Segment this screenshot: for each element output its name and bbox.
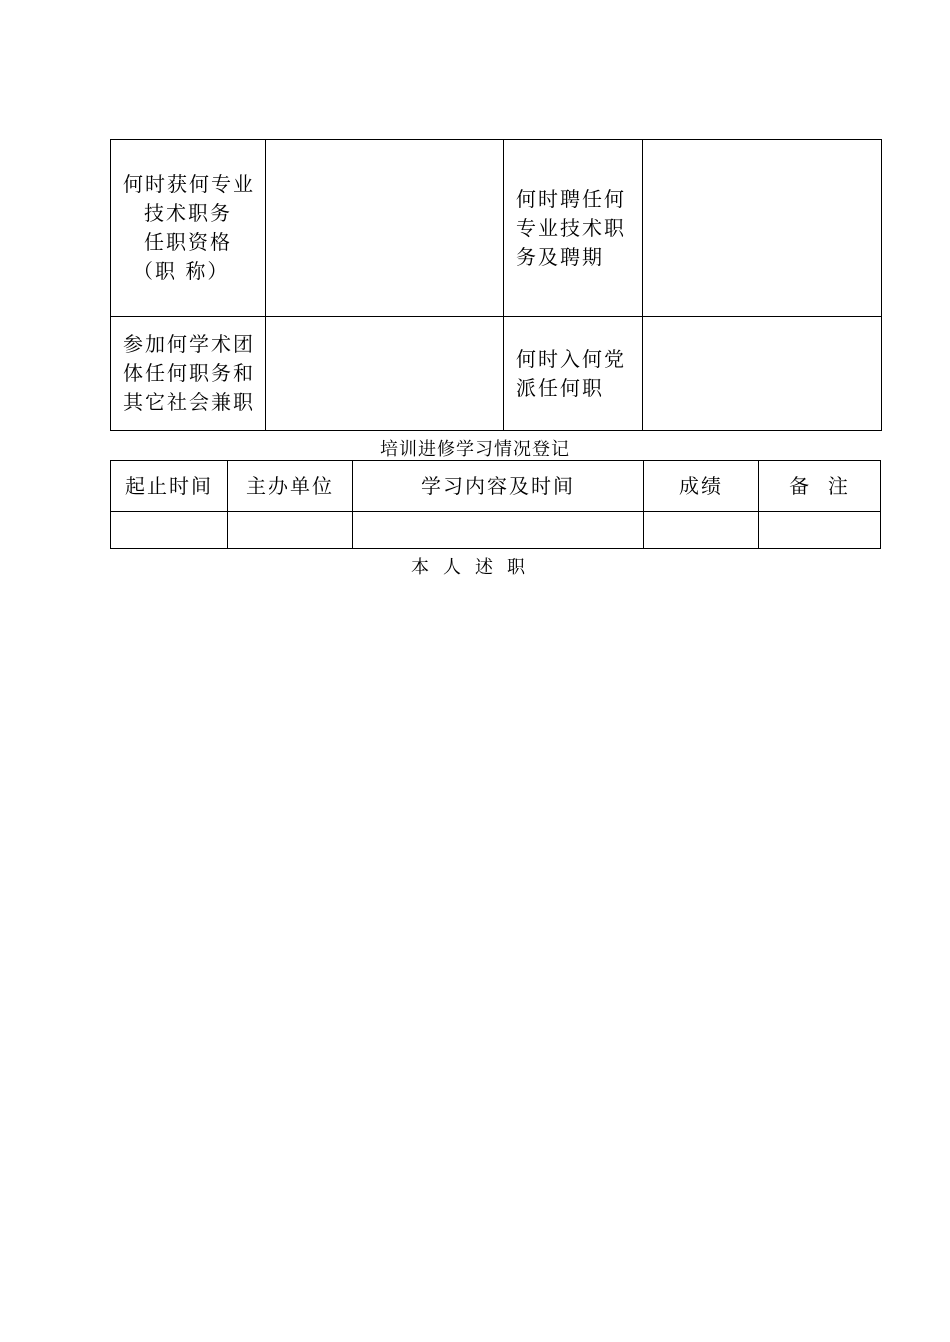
label-line: 务及聘期 xyxy=(516,244,604,269)
label-line: 何时聘任何 xyxy=(516,186,626,211)
academic-society-label xyxy=(111,317,266,431)
academic-society-value[interactable] xyxy=(266,317,504,431)
label-line: 体任何职务和 xyxy=(123,361,255,385)
training-section-title: 培训进修学习情况登记 xyxy=(380,439,570,460)
training-table xyxy=(110,460,881,549)
party-affiliation-label xyxy=(504,317,643,431)
label-line: 其它社会兼职 xyxy=(123,390,255,414)
table-cell[interactable] xyxy=(228,512,353,549)
self-statement-title: 本人述职 xyxy=(411,557,539,578)
column-header: 主办单位 xyxy=(228,461,353,512)
label-line: 参加何学术团 xyxy=(123,332,255,356)
column-header: 学习内容及时间 xyxy=(353,461,644,512)
label-line: 专业技术职 xyxy=(516,215,626,240)
label-line: 何时获何专业 xyxy=(123,172,255,196)
column-header: 备 注 xyxy=(759,461,881,512)
column-header: 成绩 xyxy=(644,461,759,512)
label-line: （职 称） xyxy=(133,259,230,283)
appointment-label xyxy=(504,140,643,317)
appointment-value[interactable] xyxy=(643,140,882,317)
table-row xyxy=(111,140,882,317)
table-cell[interactable] xyxy=(644,512,759,549)
title-qualification-value[interactable] xyxy=(266,140,504,317)
qualification-table xyxy=(110,139,882,431)
table-row xyxy=(111,317,882,431)
label-line: 何时入何党 xyxy=(516,346,626,371)
column-header: 起止时间 xyxy=(111,461,228,512)
label-line: 技术职务 xyxy=(144,201,232,225)
title-qualification-label xyxy=(111,140,266,317)
label-line: 派任何职 xyxy=(516,375,604,400)
table-header-row xyxy=(111,461,881,512)
table-row xyxy=(111,512,881,549)
label-line: 任职资格 xyxy=(144,230,232,254)
party-affiliation-value[interactable] xyxy=(643,317,882,431)
table-cell[interactable] xyxy=(111,512,228,549)
table-cell[interactable] xyxy=(353,512,644,549)
table-cell[interactable] xyxy=(759,512,881,549)
